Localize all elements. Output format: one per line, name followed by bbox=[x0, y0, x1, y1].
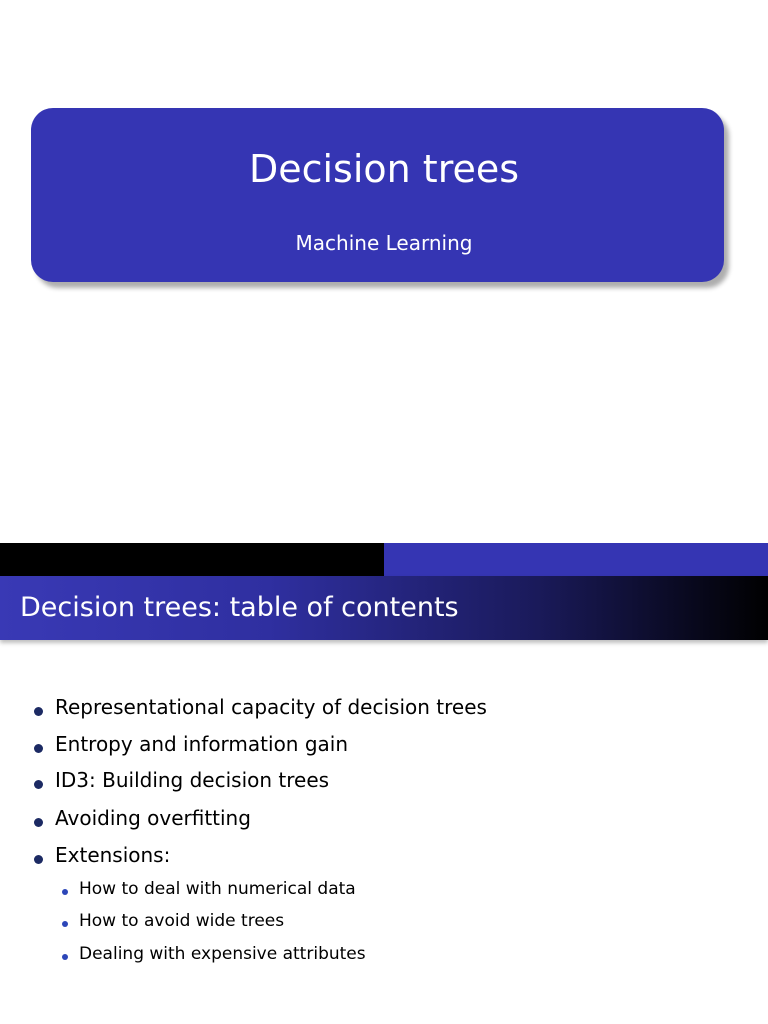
list-item bbox=[34, 841, 170, 869]
sub-list-item bbox=[62, 942, 366, 966]
bullet-icon bbox=[34, 855, 43, 864]
slide-subtitle: Machine Learning bbox=[295, 231, 473, 255]
sub-bullet-icon bbox=[62, 954, 68, 960]
list-item bbox=[34, 804, 251, 832]
contents-slide bbox=[0, 543, 768, 1024]
list-item-label: ID3: Building decision trees bbox=[55, 768, 330, 792]
contents-title: Decision trees: table of contents bbox=[20, 592, 459, 623]
bullet-icon bbox=[34, 780, 43, 789]
header-black-band bbox=[0, 543, 384, 576]
slide-header-bar bbox=[0, 543, 768, 576]
list-item bbox=[34, 730, 348, 758]
sub-list-item-label: How to deal with numerical data bbox=[79, 879, 356, 899]
bullet-icon bbox=[34, 744, 43, 753]
list-item bbox=[34, 693, 487, 721]
sub-list-item bbox=[62, 909, 284, 933]
sub-list-item bbox=[62, 877, 356, 901]
slide-title-bar bbox=[0, 576, 768, 640]
sub-bullet-icon bbox=[62, 889, 68, 895]
sub-list-item-label: How to avoid wide trees bbox=[79, 911, 285, 931]
list-item-label: Extensions: bbox=[55, 843, 171, 867]
list-item-label: Entropy and information gain bbox=[55, 732, 349, 756]
sub-list-item-label: Dealing with expensive attributes bbox=[79, 944, 366, 964]
slide-title: Decision trees bbox=[248, 147, 520, 191]
header-blue-band bbox=[384, 543, 768, 576]
list-item bbox=[34, 766, 329, 794]
list-item-label: Avoiding overfitting bbox=[55, 806, 251, 830]
list-item-label: Representational capacity of decision trees bbox=[55, 695, 487, 719]
bullet-icon bbox=[34, 707, 43, 716]
sub-bullet-icon bbox=[62, 921, 68, 927]
bullet-icon bbox=[34, 818, 43, 827]
